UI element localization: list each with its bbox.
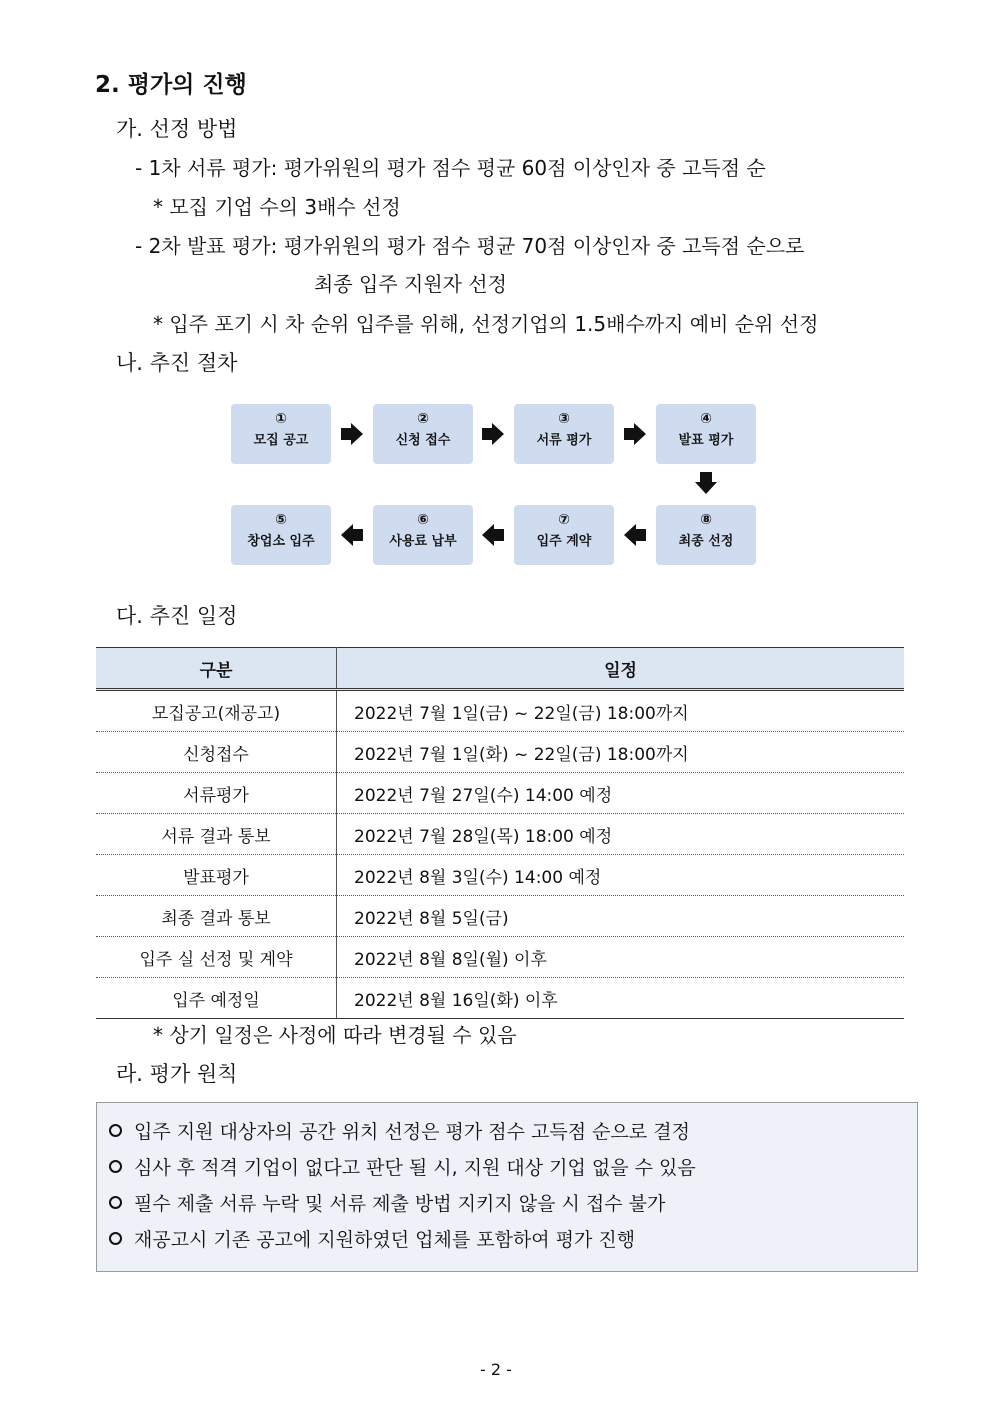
step-number: ③: [558, 411, 570, 427]
step-box-6: [373, 505, 473, 565]
row-category: 서류평가: [96, 773, 337, 814]
left-arrow-icon: [341, 524, 363, 546]
circle-bullet-icon: [109, 1232, 122, 1245]
subheading-procedure: 나. 추진 절차: [116, 351, 238, 375]
right-arrow-icon: [624, 423, 646, 445]
row-date: 2022년 7월 27일(수) 14:00 예정: [337, 773, 905, 814]
principles-box: [96, 1102, 918, 1272]
step-box-2: [373, 404, 473, 464]
step-label: 모집 공고: [253, 433, 309, 448]
row-date: 2022년 8월 16일(화) 이후: [337, 978, 905, 1019]
row-date: 2022년 7월 1일(금) ~ 22일(금) 18:00까지: [337, 690, 905, 732]
item-first-review: - 1차 서류 평가: 평가위원의 평가 점수 평균 60점 이상인자 중 고득점 순: [135, 156, 766, 180]
subheading-schedule: 다. 추진 일정: [116, 604, 238, 628]
principle-text: 입주 지원 대상자의 공간 위치 선정은 평가 점수 고득점 순으로 결정: [134, 1121, 690, 1143]
table-row: [96, 773, 904, 814]
note-multiplier: * 모집 기업 수의 3배수 선정: [153, 195, 401, 219]
row-date: 2022년 8월 3일(수) 14:00 예정: [337, 855, 905, 896]
step-number: ②: [417, 411, 429, 427]
step-label: 창업소 입주: [247, 534, 315, 549]
step-label: 입주 계약: [536, 534, 592, 549]
step-box-8: [656, 505, 756, 565]
principle-text: 재공고시 기존 공고에 지원하였던 업체를 포함하여 평가 진행: [134, 1229, 636, 1251]
step-label: 서류 평가: [536, 433, 592, 448]
row-category: 입주 실 선정 및 계약: [96, 937, 337, 978]
section-title: 2. 평가의 진행: [95, 72, 247, 98]
table-header-row: [96, 648, 904, 690]
right-arrow-icon: [482, 423, 504, 445]
left-arrow-icon: [624, 524, 646, 546]
principle-text: 심사 후 적격 기업이 없다고 판단 될 시, 지원 대상 기업 없을 수 있음: [134, 1157, 696, 1179]
row-category: 입주 예정일: [96, 978, 337, 1019]
subheading-principles: 라. 평가 원칙: [116, 1062, 238, 1086]
row-category: 모집공고(재공고): [96, 690, 337, 732]
row-category: 신청접수: [96, 732, 337, 773]
right-arrow-icon: [341, 423, 363, 445]
row-date: 2022년 7월 28일(목) 18:00 예정: [337, 814, 905, 855]
table-row: [96, 732, 904, 773]
column-header-schedule: 일정: [337, 648, 905, 690]
left-arrow-icon: [482, 524, 504, 546]
circle-bullet-icon: [109, 1124, 122, 1137]
step-box-3: [514, 404, 614, 464]
schedule-table: [96, 647, 904, 1019]
step-box-1: [231, 404, 331, 464]
step-label: 신청 접수: [395, 433, 451, 448]
row-category: 발표평가: [96, 855, 337, 896]
step-number: ⑤: [275, 512, 287, 528]
page-number: - 2 -: [480, 1360, 512, 1379]
step-box-7: [514, 505, 614, 565]
step-label: 사용료 납부: [389, 534, 457, 549]
note-schedule-change: * 상기 일정은 사정에 따라 변경될 수 있음: [153, 1023, 517, 1047]
down-arrow-icon: [695, 472, 717, 494]
row-date: 2022년 8월 8일(월) 이후: [337, 937, 905, 978]
column-header-category: 구분: [96, 648, 337, 690]
step-number: ④: [700, 411, 712, 427]
table-row: [96, 814, 904, 855]
circle-bullet-icon: [109, 1160, 122, 1173]
step-number: ⑥: [417, 512, 429, 528]
step-box-4: [656, 404, 756, 464]
step-box-5: [231, 505, 331, 565]
principle-item: [109, 1153, 917, 1189]
item-second-review-cont: 최종 입주 지원자 선정: [314, 272, 507, 296]
step-label: 발표 평가: [678, 433, 734, 448]
item-second-review: - 2차 발표 평가: 평가위원의 평가 점수 평균 70점 이상인자 중 고득점 순으로: [135, 234, 805, 258]
principle-item: [109, 1225, 917, 1261]
table-row: [96, 855, 904, 896]
row-date: 2022년 8월 5일(금): [337, 896, 905, 937]
table-row: [96, 937, 904, 978]
step-number: ⑦: [558, 512, 570, 528]
subheading-selection-method: 가. 선정 방법: [116, 117, 238, 141]
principle-item: [109, 1117, 917, 1153]
table-row: [96, 978, 904, 1019]
table-row: [96, 896, 904, 937]
step-number: ⑧: [700, 512, 712, 528]
principle-text: 필수 제출 서류 누락 및 서류 제출 방법 지키지 않을 시 접수 불가: [134, 1193, 666, 1215]
table-row: [96, 690, 904, 732]
step-label: 최종 선정: [678, 534, 734, 549]
row-category: 최종 결과 통보: [96, 896, 337, 937]
principle-item: [109, 1189, 917, 1225]
row-date: 2022년 7월 1일(화) ~ 22일(금) 18:00까지: [337, 732, 905, 773]
circle-bullet-icon: [109, 1196, 122, 1209]
step-number: ①: [275, 411, 287, 427]
note-reserve: * 입주 포기 시 차 순위 입주를 위해, 선정기업의 1.5배수까지 예비 순위 선정: [153, 312, 819, 336]
row-category: 서류 결과 통보: [96, 814, 337, 855]
